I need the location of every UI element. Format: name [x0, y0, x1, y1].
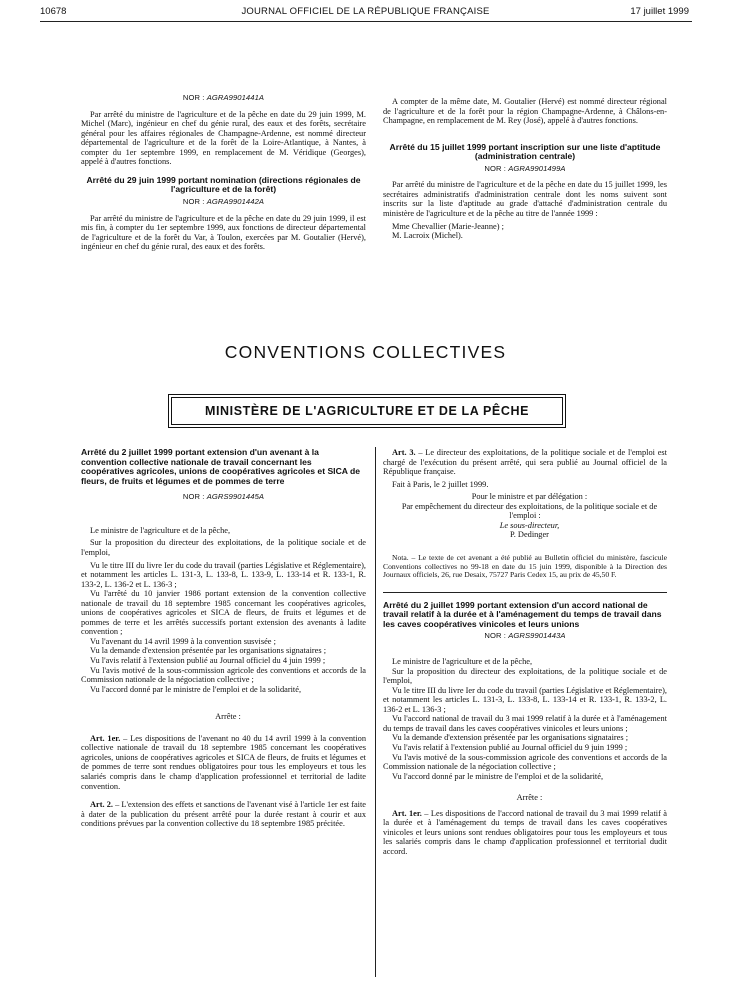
decree-title: Arrêté du 2 juillet 1999 portant extension d'un avenant à la convention collective nationale de travail concernant les coopératives agricoles, unions de coopératives agricoles et SICA de fleurs, de fruits et légumes et de pommes de terre [81, 447, 361, 486]
page-number: 10678 [40, 6, 67, 17]
paragraph: Vu l'avenant du 14 avril 1999 à la convention susvisée ; [90, 636, 276, 646]
article: Art. 3. – Le directeur des exploitations, de la politique sociale et de l'emploi est chargé de l'exécution du présent arrêté, qui sera publié au Journal officiel de la République française. [383, 448, 668, 477]
column-separator [375, 447, 376, 977]
article: Art. 1er. – Les dispositions de l'accord national de travail du 3 mai 1999 relatif à la durée et à l'aménagement du temps de travail dans les caves coopératives vinicoles et leurs unions sont rendues obligatoires pour tous les employeurs et tous les salariés compris dans le champ d'application professionnel et territorial dudit accord. [383, 808, 668, 856]
paragraph: Vu le titre III du livre Ier du code du travail (parties Législative et Réglementaire), et notamment les articles L. 131-3, L. 133-8, L. 133-9, L. 133-14 et R. 133-1, R. 133-2, L. 136-2 et L. 136-3 ; [81, 560, 366, 589]
signature-name: P. Dedinger [510, 530, 549, 540]
decree-title: Arrêté du 15 juillet 1999 portant inscription sur une liste d'aptitude (administration centrale) [389, 141, 661, 162]
signature-line: Pour le ministre et par délégation : [471, 492, 588, 502]
article: Art. 2. – L'extension des effets et sanctions de l'avenant visé à l'article 1er est faite à dater de la publication du présent arrêté pour la durée restant à courir et aux conditions prévues par la convention collective du 18 septembre 1985 précitée. [81, 800, 366, 829]
paragraph: Vu l'avis motivé de la sous-commission agricole des conventions et accords de la Commission nationale de la négociation collective ; [383, 752, 667, 772]
decree-title: Arrêté du 2 juillet 1999 portant extension d'un accord national de travail relatif à la durée et à l'aménagement du temps de travail dans les caves coopératives vinicoles et leurs unions [383, 599, 662, 629]
paragraph: Vu l'avis motivé de la sous-commission agricole des conventions et accords de la Commission nationale de la négociation collective ; [81, 665, 366, 685]
list-item: M. Lacroix (Michel). [392, 231, 463, 241]
decree-title: Arrêté du 29 juin 1999 portant nomination (directions régionales de l'agriculture et de la forêt) [86, 174, 361, 195]
paragraph: Vu l'avis relatif à l'extension publié au Journal officiel du 4 juin 1999 ; [90, 656, 326, 666]
signature-line: Par empêchement du directeur des exploitations, de la politique sociale et de l'emploi : [401, 501, 658, 521]
paragraph: Par arrêté du ministre de l'agriculture et de la pêche en date du 15 juillet 1999, les secrétaires administratifs d'administration centrale dont les noms suivent sont inscrits sur la liste d'aptitude au grade d'attaché d'administration centrale du ministère de l'agriculture et de la pêche au titre de l'année 1999 : [383, 180, 667, 219]
paragraph: Vu la demande d'extension présentée par les organisations signataires ; [392, 733, 629, 743]
signature-title: Le sous-directeur, [499, 520, 560, 530]
nor-reference: NOR : AGRA9901442A [182, 197, 265, 207]
journal-title: JOURNAL OFFICIEL DE LA RÉPUBLIQUE FRANÇAISE [241, 6, 490, 17]
separator-rule [383, 592, 667, 593]
paragraph: Le ministre de l'agriculture et de la pêche, [90, 525, 231, 535]
ministry-box [171, 397, 563, 425]
section-title: CONVENTIONS COLLECTIVES [224, 342, 507, 362]
nor-reference: NOR : AGRA9901441A [182, 93, 265, 102]
paragraph: Vu l'accord national de travail du 3 mai 1999 relatif à la durée et à l'aménagement du temps de travail dans les caves coopératives vinicoles et leurs unions ; [383, 714, 667, 733]
paragraph: Vu l'accord donné par le ministre de l'emploi et de la solidarité, [392, 771, 604, 781]
list-item: Mme Chevallier (Marie-Jeanne) ; [392, 221, 504, 231]
paragraph: Vu l'arrêté du 10 janvier 1986 portant extension de la convention collective nationale de travail du 18 septembre 1985 concernant les coopératives agricoles, unions de coopératives agricoles et SICA de fleurs, de fruits et légumes et de pommes de terre et les arrêtés successifs portant extension des avenants à ladite convention ; [81, 589, 366, 637]
paragraph: A compter de la même date, M. Goutalier (Hervé) est nommé directeur régional de l'agriculture et de la forêt pour la région Champagne-Ardenne, à Châlons-en-Champagne, en remplacement de M. Rey (José), appelé à d'autres fonctions. [383, 97, 667, 126]
arrete-heading: Arrête : [215, 712, 241, 722]
ministry-name: MINISTÈRE DE L'AGRICULTURE ET DE LA PÊCHE [204, 404, 530, 418]
left-column [81, 448, 366, 829]
article: Art. 1er. – Les dispositions de l'avenant no 40 du 14 avril 1999 à la convention collective nationale de travail du 18 septembre 1985 concernant les coopératives agricoles, unions de coopératives agricoles et SICA de fleurs, de fruits et légumes et de pommes de terre sont rendues obligatoires pour tous les employeurs et tous les salariés compris dans le champ d'application professionnel et territorial de ladite convention. [81, 733, 367, 791]
paragraph: Sur la proposition du directeur des exploitations, de la politique sociale et de l'emploi, [383, 666, 667, 686]
paragraph: Sur la proposition du directeur des exploitations, de la politique sociale et de l'emploi, [81, 538, 366, 558]
top-left-column [81, 93, 366, 252]
paragraph: Vu le titre III du livre Ier du code du travail (parties Législative et Réglementaire), et notamment les articles L. 131-3, L. 133-8, L. 133-14 et R. 133-1, R. 133-2, L. 136-2 et L. 136-3 ; [383, 685, 667, 714]
issue-date: 17 juillet 1999 [630, 6, 689, 17]
header-rule [40, 21, 692, 22]
paragraph: Fait à Paris, le 2 juillet 1999. [392, 479, 489, 489]
nor-reference: NOR : AGRS9901445A [182, 492, 265, 502]
paragraph: Vu l'avis relatif à l'extension publié au Journal officiel du 9 juin 1999 ; [392, 742, 628, 752]
page-header [0, 0, 731, 22]
paragraph: Vu l'accord donné par le ministre de l'emploi et de la solidarité, [90, 684, 302, 694]
nor-reference: NOR : AGRA9901499A [484, 163, 566, 173]
nor-reference: NOR : AGRS9901443A [484, 631, 566, 641]
paragraph: Par arrêté du ministre de l'agriculture et de la pêche en date du 29 juin 1999, M. Michel (Marc), ingénieur en chef du génie rural, des eaux et des forêts, secrétaire général pour les affaires régionales de Champagne-Ardenne, est nommé directeur départemental de l'agriculture et de la forêt de la Loire-Atlantique, à Nantes, à compter du 1er septembre 1999, en remplacement de M. Véridique (Georges), appelé à d'autres fonctions. [81, 109, 366, 167]
top-right-column [383, 97, 667, 241]
paragraph: Le ministre de l'agriculture et de la pêche, [392, 657, 533, 667]
arrete-heading: Arrête : [516, 793, 543, 803]
right-column [383, 448, 667, 856]
paragraph: Par arrêté du ministre de l'agriculture et de la pêche en date du 29 juin 1999, il est mis fin, à compter du 1er septembre 1999, aux fonctions de directeur départemental de l'agriculture et de la forêt du Var, à Toulon, exercées par M. Goutalier (Hervé), ingénieur en chef du génie rural, des eaux et des forêts. [81, 213, 366, 252]
paragraph: Vu la demande d'extension présentée par les organisations signataires ; [90, 646, 327, 656]
note: Nota. – Le texte de cet avenant a été publié au Bulletin officiel du ministère, fascicule Conventions collectives no 99-18 en date du 15 juin 1999, disponible à la Direction des Journaux officiels, 26, rue Desaix, 75727 Paris Cedex 15, au prix de 45,50 F. [383, 552, 667, 580]
